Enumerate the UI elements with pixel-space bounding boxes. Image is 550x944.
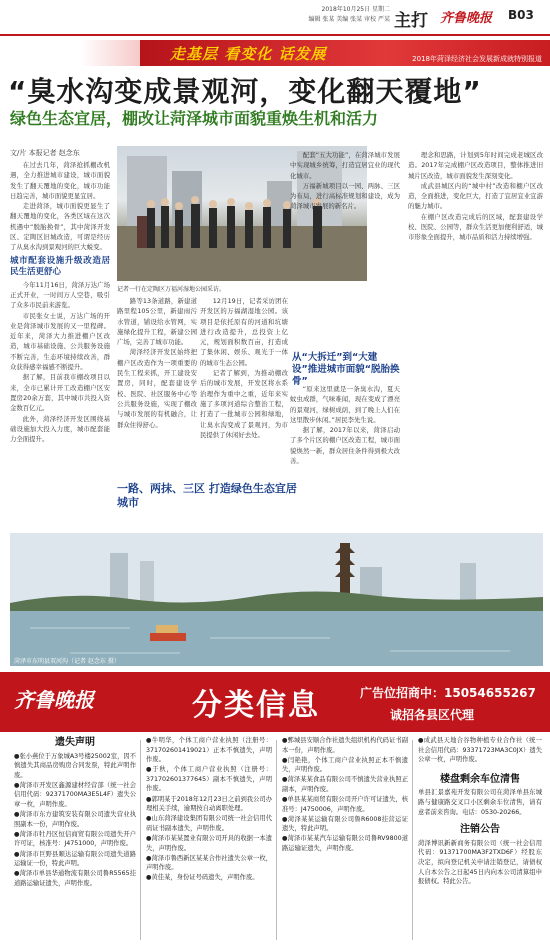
- paragraph: 在棚户区改造完成后的区域，配套建设学校、医院、公园等，群众生活更加便利舒适，城市形象全面提升，城市品质和活力持续增强。: [408, 212, 543, 242]
- page-number: B03: [508, 8, 534, 22]
- notice-item: ●单县某某商贸有限公司开户许可证遗失，核准号：J4750006，声明作废。: [282, 796, 408, 813]
- date-line: 2018年10月25日 星期二: [321, 6, 390, 13]
- column-divider: [412, 740, 413, 940]
- classified-column-3: [282, 736, 408, 941]
- notice-item: ●菏泽市某某置业有限公司开具的收据一本遗失，声明作废。: [146, 834, 272, 852]
- notice-item: ●菏泽市开发区鑫源建材经营部（统一社会信用代码：92371700MA3E5L4F）遗失公章一枚，声明作废。: [14, 781, 136, 809]
- paragraph: 配套“五大功能”，在菏泽城市发展中实现城乡统筹，打造宜居宜业的现代化城市。: [290, 151, 400, 180]
- notice-item: ●成武县天地合谷物种植专业合作社（统一社会信用代码：93371723MA3C0JX）遗失公章一枚，声明作废。: [418, 737, 542, 764]
- paragraph: 记者了解到，为推动棚改后的城市发展，开发区将水系治理作为重中之重，近年来实施了多项河道综合整治工程，打造了一批城市公园和绿地，让臭水沟变成了景观河，为市民提供了休闲好去处。: [200, 369, 288, 439]
- article-column-3: [200, 296, 288, 526]
- paragraph: 据了解，目前我市棚改项目以来，全市已累计开工改造棚户区安置房20余万套，其中城市共投入资金数百亿元。: [10, 373, 110, 413]
- section-heading: 一路、两抹、三区 打造绿色生态宜居城市: [117, 482, 297, 509]
- column-divider: [276, 740, 277, 940]
- section-heading: 从“大拆迁”到“大建设”推进城市面貌“脱胎换骨”: [292, 352, 400, 387]
- newspaper-logo: 齐鲁晚报: [440, 11, 493, 26]
- notice-item: ●菏泽市单县华通物流有限公司鲁R5565挂道路运输证遗失，声明作废。: [14, 870, 136, 887]
- notice-item: ●牛明华，个体工商户营业执照（注册号：371702601419021）正本不慎遗失，声明作废。: [146, 737, 272, 764]
- ad-hotline: 广告位招商中：15054655267: [360, 686, 536, 700]
- classified-column-4: [418, 736, 542, 941]
- notice-item: ●张小燕位于万象城A3号楼25002室，因不慎遗失其商品房购房合同发票，特此声明作废。: [14, 752, 136, 779]
- article-column-2: [117, 296, 197, 476]
- notice-item: ●菏泽市东方建筑安装有限公司遗失营业执照副本一份，声明作废。: [14, 811, 136, 828]
- notice-item: ●菏泽某某食品有限公司不慎遗失营业执照正副本，声明作废。: [282, 776, 408, 793]
- classified-logo: 齐鲁晚报: [14, 688, 94, 712]
- section-heading: 城市配套设施升级改造居民生活更舒心: [10, 255, 110, 277]
- column-divider: [140, 740, 141, 940]
- paragraph: 12月19日，记者采访团在开发区的万福湖湿地公园。该项目是依托原有的河道和坑塘进行改造提升，总投资上亿元，规划面积数百亩，打造成了集休闲、娱乐、观光于一体的城市生态公园。: [200, 297, 288, 367]
- paragraph: 走进菏泽，城市面貌更显生了翻天覆地的变化，各类区域在这次机遇中“脱胎换骨”，其中菏泽开发区、定陶区旧城改造，可谓是经历了从臭水沟到景观河的巨大蜕变。: [10, 202, 110, 252]
- paragraph: 今年11月16日，菏泽万达广场正式开业，一时间万人空巷，吸引了众多市民前来游览。: [10, 280, 110, 310]
- notice-item: ●菏泽市鲁西新区某某合作社遗失公章一枚，声明作废。: [146, 854, 272, 872]
- paragraph: 路等13条道路，新建道路里程105公里，新建雨污水管道，铺设给水管网，实施绿化提升工程，新建公园广场，完善了城市功能。: [117, 297, 197, 347]
- article-column-5: [408, 150, 543, 530]
- banner-subtitle: 2018年菏泽经济社会发展新成就特别报道: [412, 55, 542, 63]
- classified-heading: 分类信息: [192, 688, 320, 723]
- photo-caption: 记者一行在定陶区万福河湿地公园采访。: [117, 286, 226, 293]
- banner-decoration: [80, 40, 140, 66]
- agent-recruit: 诚招各县区代理: [390, 708, 475, 722]
- article-column-1: [10, 160, 110, 530]
- paragraph: 此外，菏泽经济开发区围绕基础设施加大投入力度，城市配套能力全面提升。: [10, 414, 110, 444]
- page-header: [0, 0, 550, 36]
- article-column-4b: [290, 384, 400, 529]
- notice-title: 遗失声明: [55, 737, 95, 748]
- notice-item: ●山东菏泽建设集团有限公司统一社会信用代码证书副本遗失，声明作废。: [146, 815, 272, 832]
- notice-item: 单县汇景嘉苑开发有限公司在菏泽单县东城路与健康路交叉口小区剩余车位清售，请有意者前来咨询。电话：0530-20266。: [418, 789, 542, 816]
- paragraph: 理念和思路，计划到5年时间完成老城区改造。2017年完成棚户区改造项目，整体推进旧城片区改造，城市面貌发生深刻变化。: [408, 151, 543, 180]
- notice-item: ●黄佳某，身份证号码遗失，声明作废。: [146, 874, 259, 882]
- notice-title: 楼盘剩余车位清售: [440, 773, 520, 785]
- editor-line: 编辑 张某 美编 张某 审校 严某: [308, 16, 390, 23]
- classified-header: [0, 672, 550, 732]
- paragraph: 万福新城项目以一园、两脉、三区为布局，进行高标准规划和建设，成为菏泽城市发展的新名片。: [290, 181, 400, 211]
- classified-column-2: [146, 736, 272, 941]
- notice-item: 菏泽博讯新新商务有限公司（统一社会信用代码：91371700MA3F2TXD6F）经股东决定，拟向登记机关申请注销登记，请债权人自本公告之日起45日内向本公司清算组申报债权。特此公告。: [418, 839, 542, 886]
- paragraph: 市民张女士说，万达广场的开业是菏泽城市发展的又一里程碑。近年来，菏泽大力推进棚户区改造，城市基础设施、公共服务设施不断完善，生态环境持续改善，群众获得感幸福感不断提升。: [10, 311, 110, 372]
- river-photo: [10, 533, 543, 666]
- notice-item: ●菏泽某某运输有限公司鲁R6008挂营运证遗失，特此声明。: [282, 815, 408, 833]
- article-byline: 文/片 本报记者 赵念东: [10, 149, 80, 157]
- classified-column-1: [14, 736, 136, 941]
- feature-banner: [140, 40, 550, 66]
- paragraph: 成武县城区内的“城中村”改造和棚户区改造，全面推进，变化巨大，打造了宜居宜业宜游的魅力城市。: [408, 181, 543, 211]
- notice-item: ●闫艳艳，个体工商户营业执照正本不慎遗失，声明作废。: [282, 756, 408, 774]
- notice-item: ●于秋，个体工商户营业执照（注册号：371702601377645）副本不慎遗失，声明作废。: [146, 766, 272, 793]
- section-title: 主打: [394, 11, 428, 31]
- paragraph: 在过去几年，菏泽抢抓棚改机遇，全力推进城市建设，城市面貌发生了翻天覆地的变化，城市功能日趋完善，城市面貌更显宜居。: [10, 161, 110, 200]
- article-column-4: [290, 150, 400, 350]
- notice-title: 注销公告: [460, 824, 500, 836]
- notice-item: ●菏泽市某某汽车运输有限公司鲁RV9800道路运输证遗失，声明作废。: [282, 835, 408, 853]
- paragraph: 据了解，2017年以来，菏泽启动了多个片区的棚户区改造工程，城市面貌焕然一新，群众居住条件得到极大改善。: [290, 426, 400, 466]
- notice-item: ●鄄城县安顺合作社遗失组织机构代码证书副本一份，声明作废。: [282, 737, 408, 754]
- river-photo-illustration: [10, 533, 543, 666]
- photo-caption: 菏泽市东明县双河沟（记者 赵念东 摄）: [14, 658, 120, 665]
- article-title: “臭水沟变成景观河，变化翻天覆地”: [8, 75, 482, 108]
- paragraph: 菏泽经济开发区始终把棚户区改造作为一项重要的民生工程来抓，开工建设安置房，同时，配套建设学校、医院、社区服务中心等公共服务设施，实现了棚改与城市发展的有机融合，让群众住得舒心。: [117, 348, 197, 429]
- paragraph: “原来这里就是一条臭水沟，夏天蚊虫成群，气味难闻，现在变成了漂亮的景观河，绿树成荫，到了晚上人们在这里散步休闲。”居民李先生说。: [290, 385, 400, 424]
- notice-item: ●菏泽市巨野县顺达运输有限公司遗失道路运输证一份，特此声明。: [14, 850, 136, 868]
- notice-item: ●菏泽市牡丹区恒信商贸有限公司遗失开户许可证，核准号：J4751000，声明作废。: [14, 830, 136, 848]
- article-subtitle: 绿色生态宜居，棚改让菏泽城市面貌重焕生机和活力: [10, 109, 379, 128]
- banner-slogan: 走基层 看变化 话发展: [170, 45, 327, 63]
- notice-item: ●郭明某于2018年12月23日之前到我公司办理相关手续，逾期按自动离职处理。: [146, 795, 272, 813]
